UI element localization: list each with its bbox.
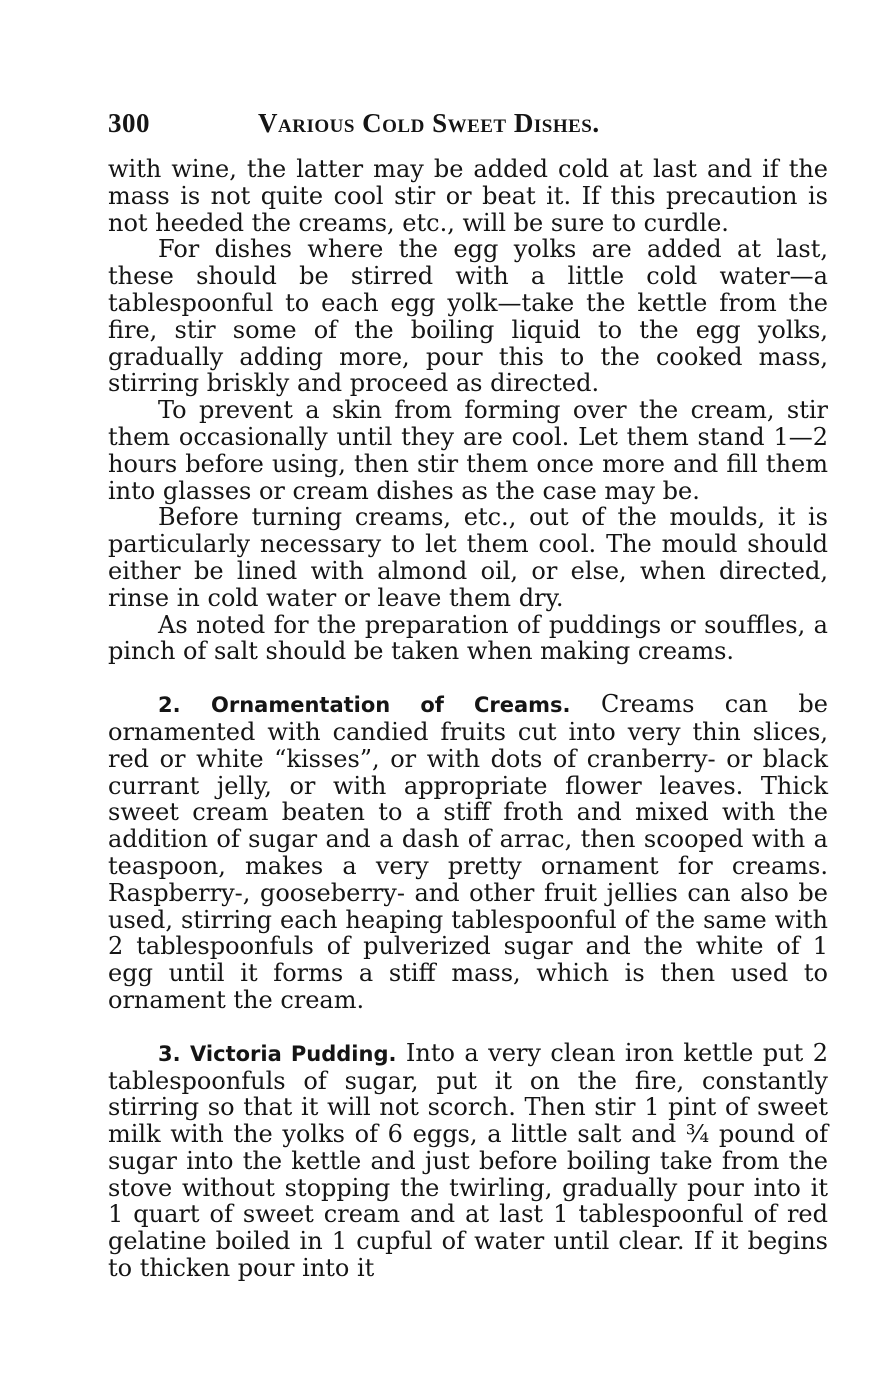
section-text: Into a very clean iron kettle put 2 tablespoonfuls of sugar, put it on the fire, constantly stirring so that it will not scorch. Then stir 1 pint of sweet milk with the yolks of 6 eggs, a little salt and ¾ pound of sugar into the kettle and just before boiling take from the stove without stopping the twirling, gradually pour into it 1 quart of sweet cream and at last 1 tablespoonful of red gelatine boiled in 1 cupful of water until clear. If it begins to thicken pour into it	[108, 1038, 828, 1283]
book-page	[108, 108, 828, 1282]
paragraph-salt: As noted for the preparation of puddings or souffles, a pinch of salt should be taken when making creams.	[108, 610, 828, 666]
section-victoria-pudding	[108, 1040, 828, 1282]
section-ornamentation	[108, 691, 828, 1014]
paragraph-skin-prevention: To prevent a skin from forming over the cream, stir them occasionally until they are cool. Let them stand 1—2 hours before using, then stir them once more and fill them into glasses or cream dishes as the case may be.	[108, 396, 828, 505]
running-head	[108, 108, 828, 156]
section-title: Ornamentation of Creams.	[211, 693, 571, 718]
paragraph-egg-yolks: For dishes where the egg yolks are added at last, these should be stirred with a little cold water—a tablespoonful to each egg yolk—take the kettle from the fire, stir some of the boiling liquid to the egg yolks, gradually adding more, pour this to the cooked mass, stirring briskly and proceed as directed.	[108, 235, 828, 398]
section-number: 2.	[158, 693, 181, 718]
paragraph-moulds: Before turning creams, etc., out of the moulds, it is particularly necessary to let them cool. The mould should either be lined with almond oil, or else, when directed, rinse in cold water or leave them dry.	[108, 503, 828, 612]
paragraph-continuation: with wine, the latter may be added cold at last and if the mass is not quite cool stir or beat it. If this precaution is not heeded the creams, etc., will be sure to curdle.	[108, 155, 828, 237]
chapter-title: Various Cold Sweet Dishes.	[258, 108, 600, 138]
section-text: Creams can be ornamented with candied fruits cut into very thin slices, red or white “kisses”, or with dots of cranberry- or black currant jelly, or with appropriate flower leaves. Thick sweet cream beaten to a stiff froth and mixed with the addition of sugar and a dash of arrac, then scooped with a teaspoon, makes a very pretty ornament for creams. Raspberry-, gooseberry- and other fruit jellies can also be used, stirring each heaping tablespoonful of the same with 2 tablespoonfuls of pulverized sugar and the white of 1 egg until it forms a stiff mass, which is then used to ornament the cream.	[108, 690, 828, 1014]
page-number: 300	[108, 108, 150, 138]
section-number: 3.	[158, 1041, 181, 1066]
section-title: Victoria Pudding.	[190, 1041, 397, 1066]
